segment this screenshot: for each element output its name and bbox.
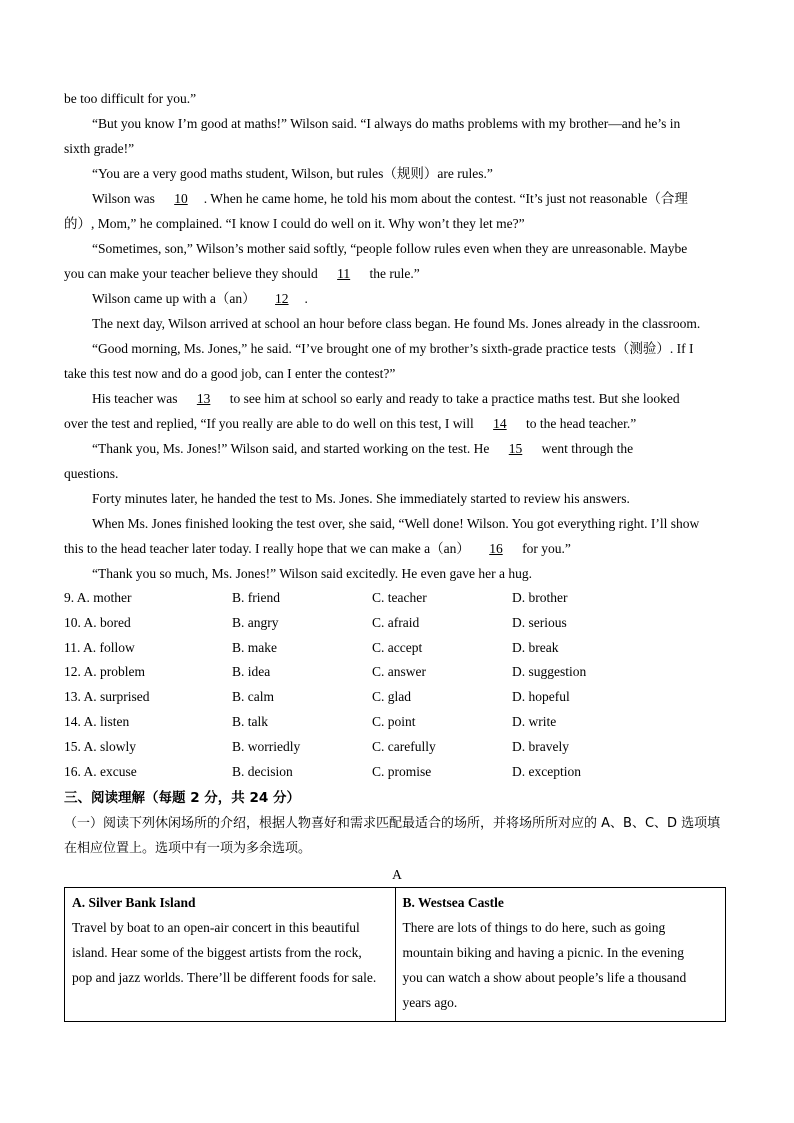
passage-line: “Good morning, Ms. Jones,” he said. “I’ve brought one of my brother’s sixth-grade practice tests（测验）. If I bbox=[92, 341, 694, 356]
option-c: C. afraid bbox=[372, 614, 420, 630]
passage-line bbox=[64, 186, 730, 211]
passage-text: . bbox=[304, 291, 308, 306]
passage-text: . When he came home, he told his mom about the contest. “It’s just not reasonable（合理 bbox=[203, 191, 688, 206]
option-b: B. talk bbox=[232, 713, 268, 729]
passage-text: to the head teacher.” bbox=[522, 416, 637, 431]
passage-line: The next day, Wilson arrived at school an hour before class began. He found Ms. Jones already in the classroom. bbox=[92, 316, 701, 331]
document-page bbox=[64, 86, 730, 1022]
passage-line: “You are a very good maths student, Wilson, but rules（规则）are rules.” bbox=[92, 166, 493, 181]
option-a: 15. A. slowly bbox=[64, 738, 137, 754]
passage-text: His teacher was bbox=[92, 391, 181, 406]
option-row-16 bbox=[64, 760, 730, 785]
passage-line: “But you know I’m good at maths!” Wilson said. “I always do maths problems with my brother—and he’s in bbox=[92, 116, 681, 131]
option-c: C. point bbox=[372, 713, 416, 729]
option-c: C. promise bbox=[372, 763, 432, 779]
table-label: A bbox=[392, 867, 402, 883]
option-c: C. answer bbox=[372, 664, 426, 680]
option-row-12 bbox=[64, 660, 730, 685]
passage-text: over the test and replied, “If you really are able to do well on this test, I will bbox=[64, 416, 478, 431]
place-line: you can watch a show about people’s life a thousand bbox=[402, 970, 687, 986]
option-b: B. angry bbox=[232, 614, 279, 630]
option-row-14 bbox=[64, 710, 730, 735]
passage-line: Forty minutes later, he handed the test to Ms. Jones. She immediately started to review his answers. bbox=[92, 491, 630, 506]
passage-line bbox=[64, 386, 730, 411]
option-b: B. idea bbox=[232, 664, 271, 680]
passage-text: Wilson came up with a（an） bbox=[92, 291, 260, 306]
option-row-10 bbox=[64, 611, 730, 636]
passage-line: When Ms. Jones finished looking the test over, she said, “Well done! Wilson. You got everything right. I’ll show bbox=[92, 516, 700, 531]
passage-text: “Thank you, Ms. Jones!” Wilson said, and started working on the test. He bbox=[92, 441, 493, 456]
passage-line: 的）, Mom,” he complained. “I know I could do well on it. Why won’t they let me?” bbox=[64, 216, 525, 231]
passage-line: be too difficult for you.” bbox=[64, 91, 197, 106]
passage-line bbox=[64, 261, 730, 286]
option-d: D. write bbox=[512, 713, 557, 729]
place-cell-b bbox=[395, 888, 726, 1022]
option-d: D. suggestion bbox=[512, 664, 587, 680]
blank-16: 16 bbox=[489, 541, 503, 556]
passage-line bbox=[64, 436, 730, 461]
passage-line: questions. bbox=[64, 466, 119, 481]
blank-15: 15 bbox=[508, 441, 523, 456]
section-instruction: （一）阅读下列休闲场所的介绍，根据人物喜好和需求匹配最适合的场所，并将场所所对应的 A、B、C、D 选项填在相应位置上。选项中有一项为多余选项。 bbox=[64, 816, 721, 857]
passage-text: went through the bbox=[538, 441, 634, 456]
table-row bbox=[65, 888, 726, 1022]
option-c: C. accept bbox=[372, 639, 423, 655]
option-a: 11. A. follow bbox=[64, 639, 135, 655]
place-line: Travel by boat to an open-air concert in this beautiful bbox=[72, 920, 360, 936]
option-a: 13. A. surprised bbox=[64, 689, 150, 705]
option-b: B. decision bbox=[232, 763, 293, 779]
option-a: 16. A. excuse bbox=[64, 763, 137, 779]
option-b: B. make bbox=[232, 639, 277, 655]
place-title: A. Silver Bank Island bbox=[72, 895, 196, 911]
option-d: D. serious bbox=[512, 614, 567, 630]
passage-line: take this test now and do a good job, can I enter the contest?” bbox=[64, 366, 396, 381]
passage-text: Wilson was bbox=[92, 191, 159, 206]
blank-12: 12 bbox=[275, 291, 289, 306]
option-row-13 bbox=[64, 685, 730, 710]
option-c: C. carefully bbox=[372, 738, 436, 754]
passage-text: the rule.” bbox=[366, 266, 420, 281]
option-b: B. friend bbox=[232, 590, 280, 605]
options-list bbox=[64, 586, 730, 784]
option-c: C. teacher bbox=[372, 590, 427, 605]
option-row-11 bbox=[64, 636, 730, 661]
option-row-15 bbox=[64, 735, 730, 760]
passage-line bbox=[64, 536, 730, 561]
place-line: pop and jazz worlds. There’ll be different foods for sale. bbox=[72, 970, 377, 986]
passage-line bbox=[64, 411, 730, 436]
passage-text: you can make your teacher believe they should bbox=[64, 266, 322, 281]
passage-line: “Thank you so much, Ms. Jones!” Wilson said excitedly. He even gave her a hug. bbox=[92, 566, 532, 581]
option-a: 12. A. problem bbox=[64, 664, 145, 680]
option-d: D. bravely bbox=[512, 738, 569, 754]
option-a: 10. A. bored bbox=[64, 614, 131, 630]
passage-text: for you.” bbox=[518, 541, 571, 556]
places-table bbox=[64, 887, 726, 1022]
option-d: D. brother bbox=[512, 590, 568, 605]
passage-line: “Sometimes, son,” Wilson’s mother said softly, “people follow rules even when they are unreasonable. Maybe bbox=[92, 241, 688, 256]
option-d: D. break bbox=[512, 639, 559, 655]
passage-line: sixth grade!” bbox=[64, 141, 135, 156]
place-line: mountain biking and having a picnic. In the evening bbox=[402, 945, 685, 961]
passage-text: to see him at school so early and ready to take a practice maths test. But she looked bbox=[226, 391, 680, 406]
place-line: island. Hear some of the biggest artists from the rock, bbox=[72, 945, 362, 961]
blank-13: 13 bbox=[196, 391, 211, 406]
option-d: D. hopeful bbox=[512, 689, 570, 705]
place-title: B. Westsea Castle bbox=[402, 895, 504, 911]
option-d: D. exception bbox=[512, 763, 581, 779]
place-line: years ago. bbox=[402, 995, 458, 1011]
option-c: C. glad bbox=[372, 689, 411, 705]
section-title: 三、阅读理解（每题 2 分，共 24 分） bbox=[64, 790, 300, 807]
blank-14: 14 bbox=[493, 416, 507, 431]
place-line: There are lots of things to do here, such as going bbox=[402, 920, 666, 936]
option-b: B. worriedly bbox=[232, 738, 301, 754]
option-a: 9. A. mother bbox=[64, 590, 132, 605]
option-a: 14. A. listen bbox=[64, 713, 130, 729]
blank-10: 10 bbox=[174, 191, 188, 206]
blank-11: 11 bbox=[337, 266, 351, 281]
option-row-9 bbox=[64, 586, 730, 611]
option-b: B. calm bbox=[232, 689, 274, 705]
passage-line bbox=[64, 286, 730, 311]
place-cell-a bbox=[65, 888, 396, 1022]
passage-text: this to the head teacher later today. I really hope that we can make a（an） bbox=[64, 541, 474, 556]
